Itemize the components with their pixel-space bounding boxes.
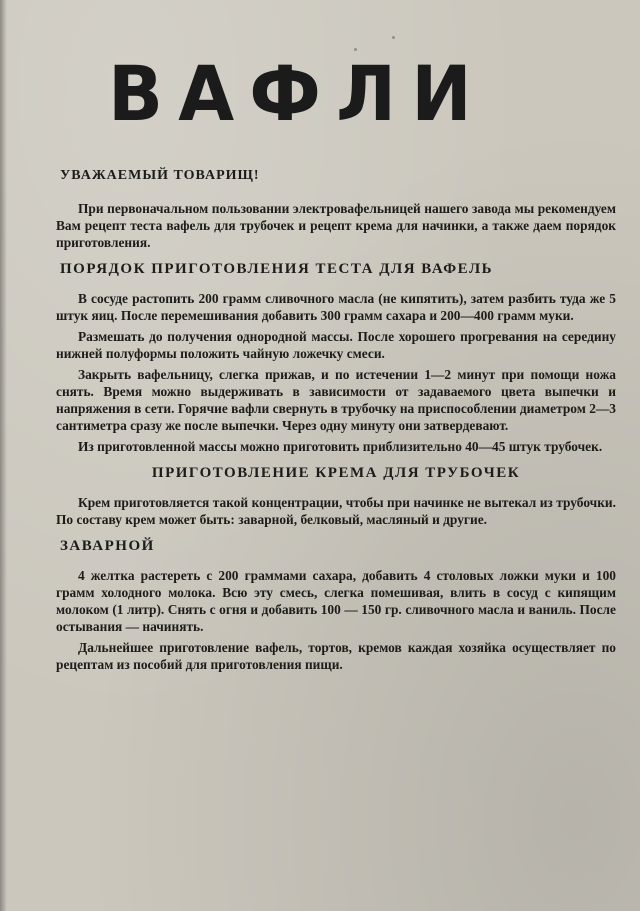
greeting: УВАЖАЕМЫЙ ТОВАРИЩ! (60, 168, 260, 183)
section-heading-dough: ПОРЯДОК ПРИГОТОВЛЕНИЯ ТЕСТА ДЛЯ ВАФЕЛЬ (60, 261, 494, 277)
page-edge-shadow (0, 0, 7, 911)
section-cream (56, 494, 616, 528)
document-title: ВАФЛИ (108, 49, 487, 138)
paragraph: В сосуде растопить 200 грамм сливочного масла (не кипятить), затем разбить туда же 5 штук яиц. После перемешивания добавить 300 грамм сахара и 200—400 грамм муки. (56, 291, 616, 323)
document-body (56, 168, 616, 683)
paragraph: Дальнейшее приготовление вафель, тортов, кремов каждая хозяйка осуществляет по рецептам из пособий для приготовления пищи. (56, 640, 616, 672)
section-heading-cream: ПРИГОТОВЛЕНИЕ КРЕМА ДЛЯ ТРУБОЧЕК (151, 465, 521, 481)
section-heading-custard: ЗАВАРНОЙ (60, 538, 155, 554)
paragraph: Из приготовленной массы можно приготовить приблизительно 40—45 штук трубочек. (78, 439, 603, 454)
section-dough (56, 290, 616, 455)
paragraph: 4 желтка растереть с 200 граммами сахара, добавить 4 столовых ложки муки и 100 грамм холодного молока. Всю эту смесь, слегка помешивая, влить в сосуд с кипящим молоком (1 литр). Снять с огня и добавить 100 — 150 гр. сливочного масла и ваниль. После остывания — начинять. (56, 568, 616, 634)
intro-paragraph: При первоначальном пользовании электровафельницей нашего завода мы рекомендуем Вам рецепт теста вафель для трубочек и рецепт крема для начинки, а также даем порядок приготовления. (56, 201, 616, 250)
print-speck (392, 36, 395, 39)
paragraph: Закрыть вафельницу, слегка прижав, и по истечении 1—2 минут при помощи ножа снять. Время можно выдерживать в зависимости от задаваемого цвета выпечки и напряжения в сети. Горячие вафли свернуть в трубочку на приспособлении диаметром 2—3 сантиметра сразу же после выпечки. Через одну минуту они затвердевают. (56, 367, 616, 433)
intro-block (56, 200, 616, 251)
paragraph: Крем приготовляется такой концентрации, чтобы при начинке не вытекал из трубочки. По составу крем может быть: заварной, белковый, масляный и другие. (56, 495, 616, 527)
paragraph: Размешать до получения однородной массы. После хорошего прогревания на середину нижней полуформы положить чайную ложечку смеси. (56, 329, 616, 361)
section-custard (56, 567, 616, 673)
